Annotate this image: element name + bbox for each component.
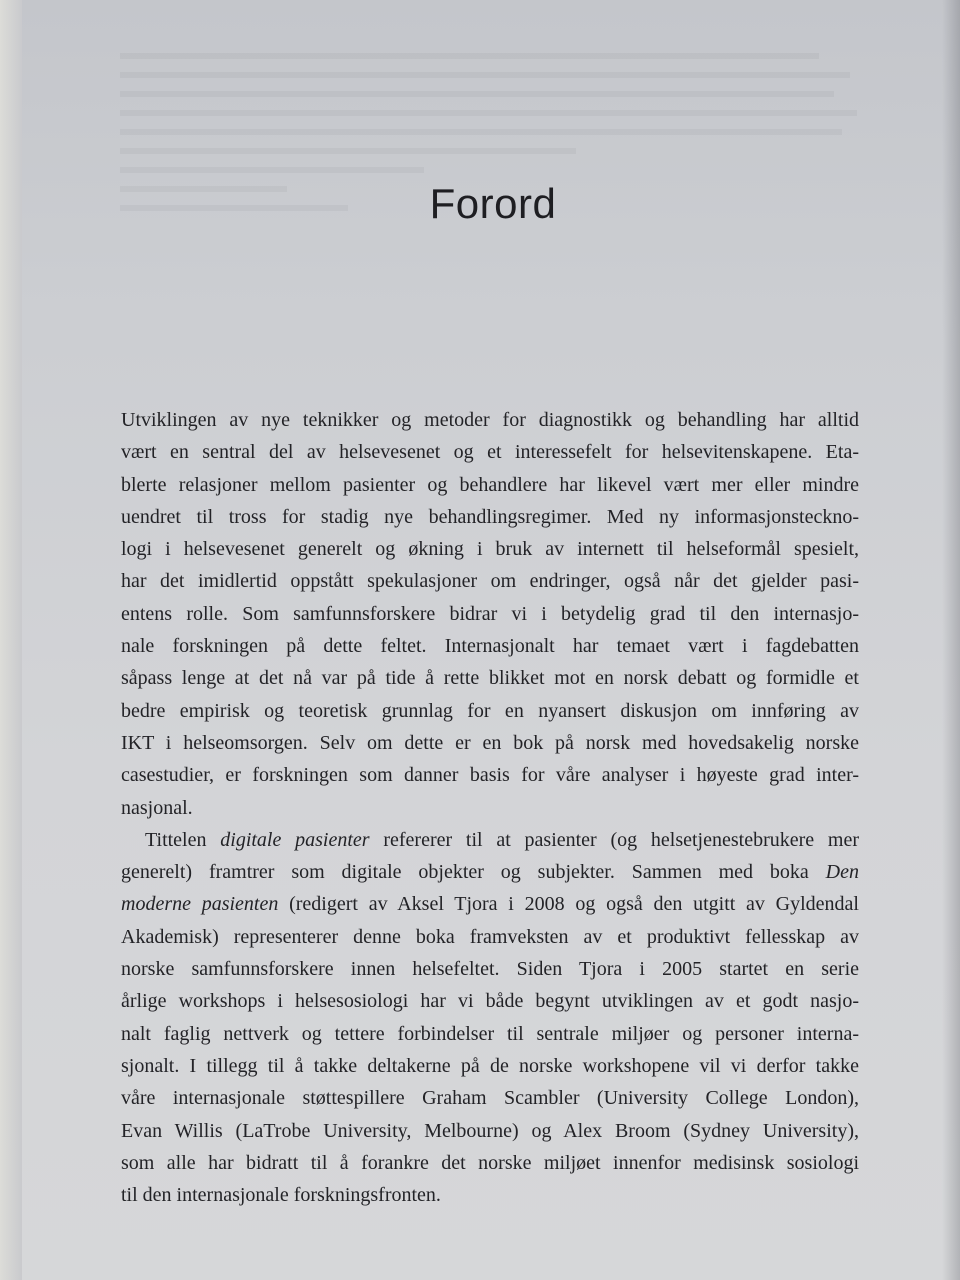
text-line bbox=[121, 1050, 859, 1082]
text-line bbox=[121, 888, 859, 920]
text-line bbox=[121, 953, 859, 985]
text-line bbox=[121, 759, 859, 791]
italic-text: moderne pasienten bbox=[121, 893, 279, 916]
text-line bbox=[121, 1115, 859, 1147]
text-line bbox=[121, 1018, 859, 1050]
text-run: blerte relasjoner mellom pasienter og behandlere har likevel vært mer eller mindre bbox=[121, 473, 859, 496]
text-line bbox=[121, 985, 859, 1017]
text-run: entens rolle. Som samfunnsforskere bidrar vi i betydelig grad til den internasjo- bbox=[121, 602, 859, 625]
text-run: bedre empirisk og teoretisk grunnlag for en nyansert diskusjon om innføring av bbox=[121, 699, 859, 722]
text-run: såpass lenge at det nå var på tide å rette blikket mot en norsk debatt og formidle et bbox=[121, 667, 859, 690]
chapter-title: Forord bbox=[429, 180, 557, 227]
text-run: til den internasjonale forskningsfronten. bbox=[121, 1184, 441, 1207]
text-line bbox=[121, 469, 859, 501]
text-line bbox=[121, 824, 859, 856]
text-line bbox=[121, 501, 859, 533]
text-line bbox=[121, 436, 859, 468]
text-line bbox=[121, 598, 859, 630]
text-run: Utviklingen av nye teknikker og metoder for diagnostikk og behandling har alltid bbox=[121, 409, 859, 431]
text-run: norske samfunnsforskere innen helsefeltet. Siden Tjora i 2005 startet en serie bbox=[121, 958, 859, 981]
text-run: sjonalt. I tillegg til å takke deltakerne på de norske workshopene vil vi derfor takke bbox=[121, 1054, 859, 1077]
text-run: logi i helsevesenet generelt og økning i bruk av internett til helseformål spesielt, bbox=[121, 538, 859, 561]
text-run: som alle har bidratt til å forankre det norske miljøet innenfor medisinsk sosiologi bbox=[121, 1151, 859, 1174]
text-line bbox=[121, 856, 859, 888]
text-run: nasjonal. bbox=[121, 796, 193, 819]
text-run: Tittelen bbox=[145, 828, 221, 851]
text-line bbox=[121, 1082, 859, 1114]
text-line bbox=[121, 792, 859, 824]
italic-text: Den bbox=[825, 861, 859, 884]
text-run: uendret til tross for stadig nye behandlingsregimer. Med ny informasjonsteckno- bbox=[121, 505, 859, 528]
text-run: nalt faglig nettverk og tettere forbindelser til sentrale miljøer og personer interna- bbox=[121, 1022, 859, 1045]
text-line bbox=[121, 1179, 859, 1211]
text-run: nale forskningen på dette feltet. Internasjonalt har temaet vært i fagdebatten bbox=[121, 635, 859, 658]
text-line bbox=[121, 1147, 859, 1179]
text-run: casestudier, er forskningen som danner basis for våre analyser i høyeste grad inter- bbox=[121, 764, 859, 787]
text-line bbox=[121, 404, 859, 436]
text-line bbox=[121, 695, 859, 727]
text-run: IKT i helseomsorgen. Selv om dette er en bok på norsk med hovedsakelig norske bbox=[121, 731, 859, 754]
preface-body-text bbox=[121, 404, 859, 1211]
text-line bbox=[121, 565, 859, 597]
text-run: årlige workshops i helsesosiologi har vi både begynt utviklingen av et godt nasjo- bbox=[121, 990, 859, 1013]
text-line bbox=[121, 630, 859, 662]
text-run: generelt) framtrer som digitale objekter og subjekter. Sammen med boka bbox=[121, 861, 826, 884]
text-run: har det imidlertid oppstått spekulasjoner om endringer, også når det gjelder pasi- bbox=[121, 570, 859, 593]
text-run: refererer til at pasienter (og helsetjenestebrukere mer bbox=[369, 828, 860, 851]
text-line bbox=[121, 662, 859, 694]
text-run: (redigert av Aksel Tjora i 2008 og også den utgitt av Gyldendal bbox=[278, 893, 859, 916]
text-run: våre internasjonale støttespillere Graham Scambler (University College London), bbox=[121, 1087, 859, 1110]
text-run: Akademisk) representerer denne boka framveksten av et produktivt fellesskap av bbox=[121, 925, 859, 948]
text-line bbox=[121, 921, 859, 953]
text-line bbox=[121, 727, 859, 759]
text-run: Evan Willis (LaTrobe University, Melbourne) og Alex Broom (Sydney University), bbox=[121, 1119, 859, 1142]
text-line bbox=[121, 533, 859, 565]
text-run: vært en sentral del av helsevesenet og et interessefelt for helsevitenskapene. Eta- bbox=[121, 441, 859, 464]
italic-text: digitale pasienter bbox=[220, 828, 370, 851]
